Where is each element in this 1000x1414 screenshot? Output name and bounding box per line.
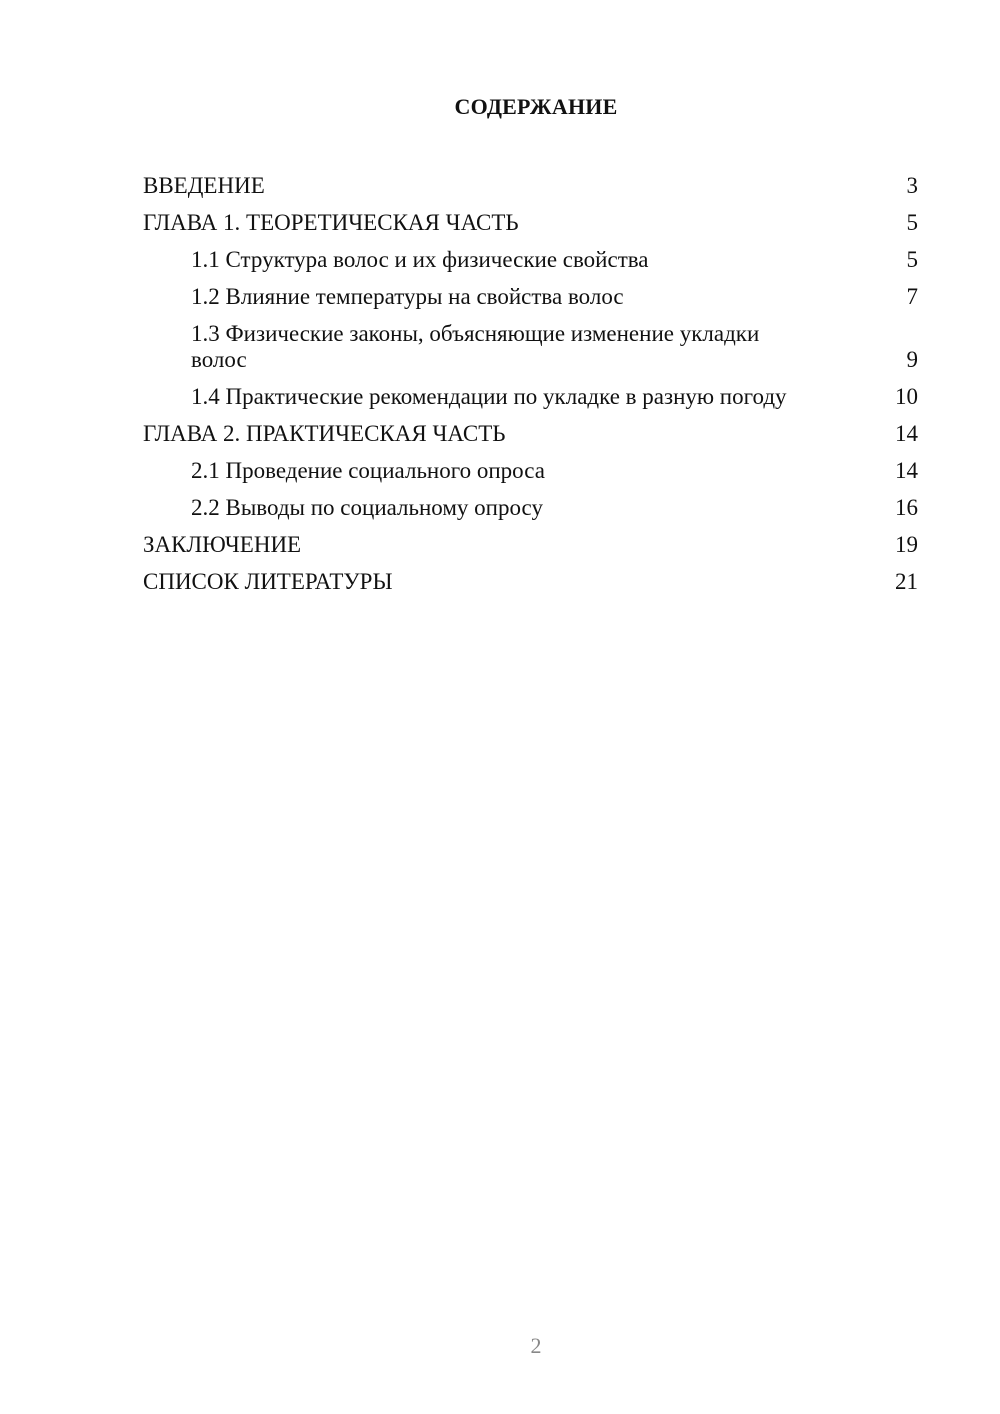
toc-entry-page: 5 [906,210,918,235]
toc-entry-page: 19 [895,532,918,557]
page-title: СОДЕРЖАНИЕ [454,94,618,119]
toc-entry-introduction[interactable] [143,168,918,205]
toc-entry-page: 14 [895,421,918,446]
toc-entry-page: 5 [906,247,918,272]
toc-entry-text: ВВЕДЕНИЕ [143,173,265,198]
toc-entry-section-1-3[interactable] [143,316,918,379]
toc-entry-section-2-2[interactable] [143,490,918,527]
toc-entry-text: ЗАКЛЮЧЕНИЕ [143,532,302,557]
toc-entry-page: 3 [906,173,918,198]
toc-entry-references[interactable] [143,564,918,601]
toc-entry-section-1-2[interactable] [143,279,918,316]
toc-entry-text: ГЛАВА 2. ПРАКТИЧЕСКАЯ ЧАСТЬ [143,421,506,446]
toc-entry-page: 14 [895,458,918,483]
toc-entry-conclusion[interactable] [143,527,918,564]
toc-entry-text: 2.1 Проведение социального опроса [191,458,545,483]
toc-entry-section-2-1[interactable] [143,453,918,490]
toc-entry-text: СПИСОК ЛИТЕРАТУРЫ [143,569,393,594]
toc-entry-page: 10 [895,384,918,409]
toc-entry-page: 16 [895,495,918,520]
toc-entry-section-1-4[interactable] [143,379,918,416]
toc-entry-text: 1.1 Структура волос и их физические свойства [191,247,649,272]
toc-entry-chapter-1[interactable] [143,205,918,242]
toc-entry-page: 9 [906,347,918,372]
toc-entry-text: 2.2 Выводы по социальному опросу [191,495,543,520]
page-number: 2 [530,1333,542,1358]
toc-entry-text: ГЛАВА 1. ТЕОРЕТИЧЕСКАЯ ЧАСТЬ [143,210,519,235]
toc-entry-section-1-1[interactable] [143,242,918,279]
table-of-contents [143,168,918,601]
toc-entry-page: 21 [895,569,918,594]
toc-entry-text: 1.3 Физические законы, объясняющие изменение укладки волос [191,321,760,372]
toc-entry-chapter-2[interactable] [143,416,918,453]
toc-entry-text: 1.2 Влияние температуры на свойства волос [191,284,624,309]
toc-entry-page: 7 [906,284,918,309]
toc-entry-text: 1.4 Практические рекомендации по укладке в разную погоду [191,384,787,409]
